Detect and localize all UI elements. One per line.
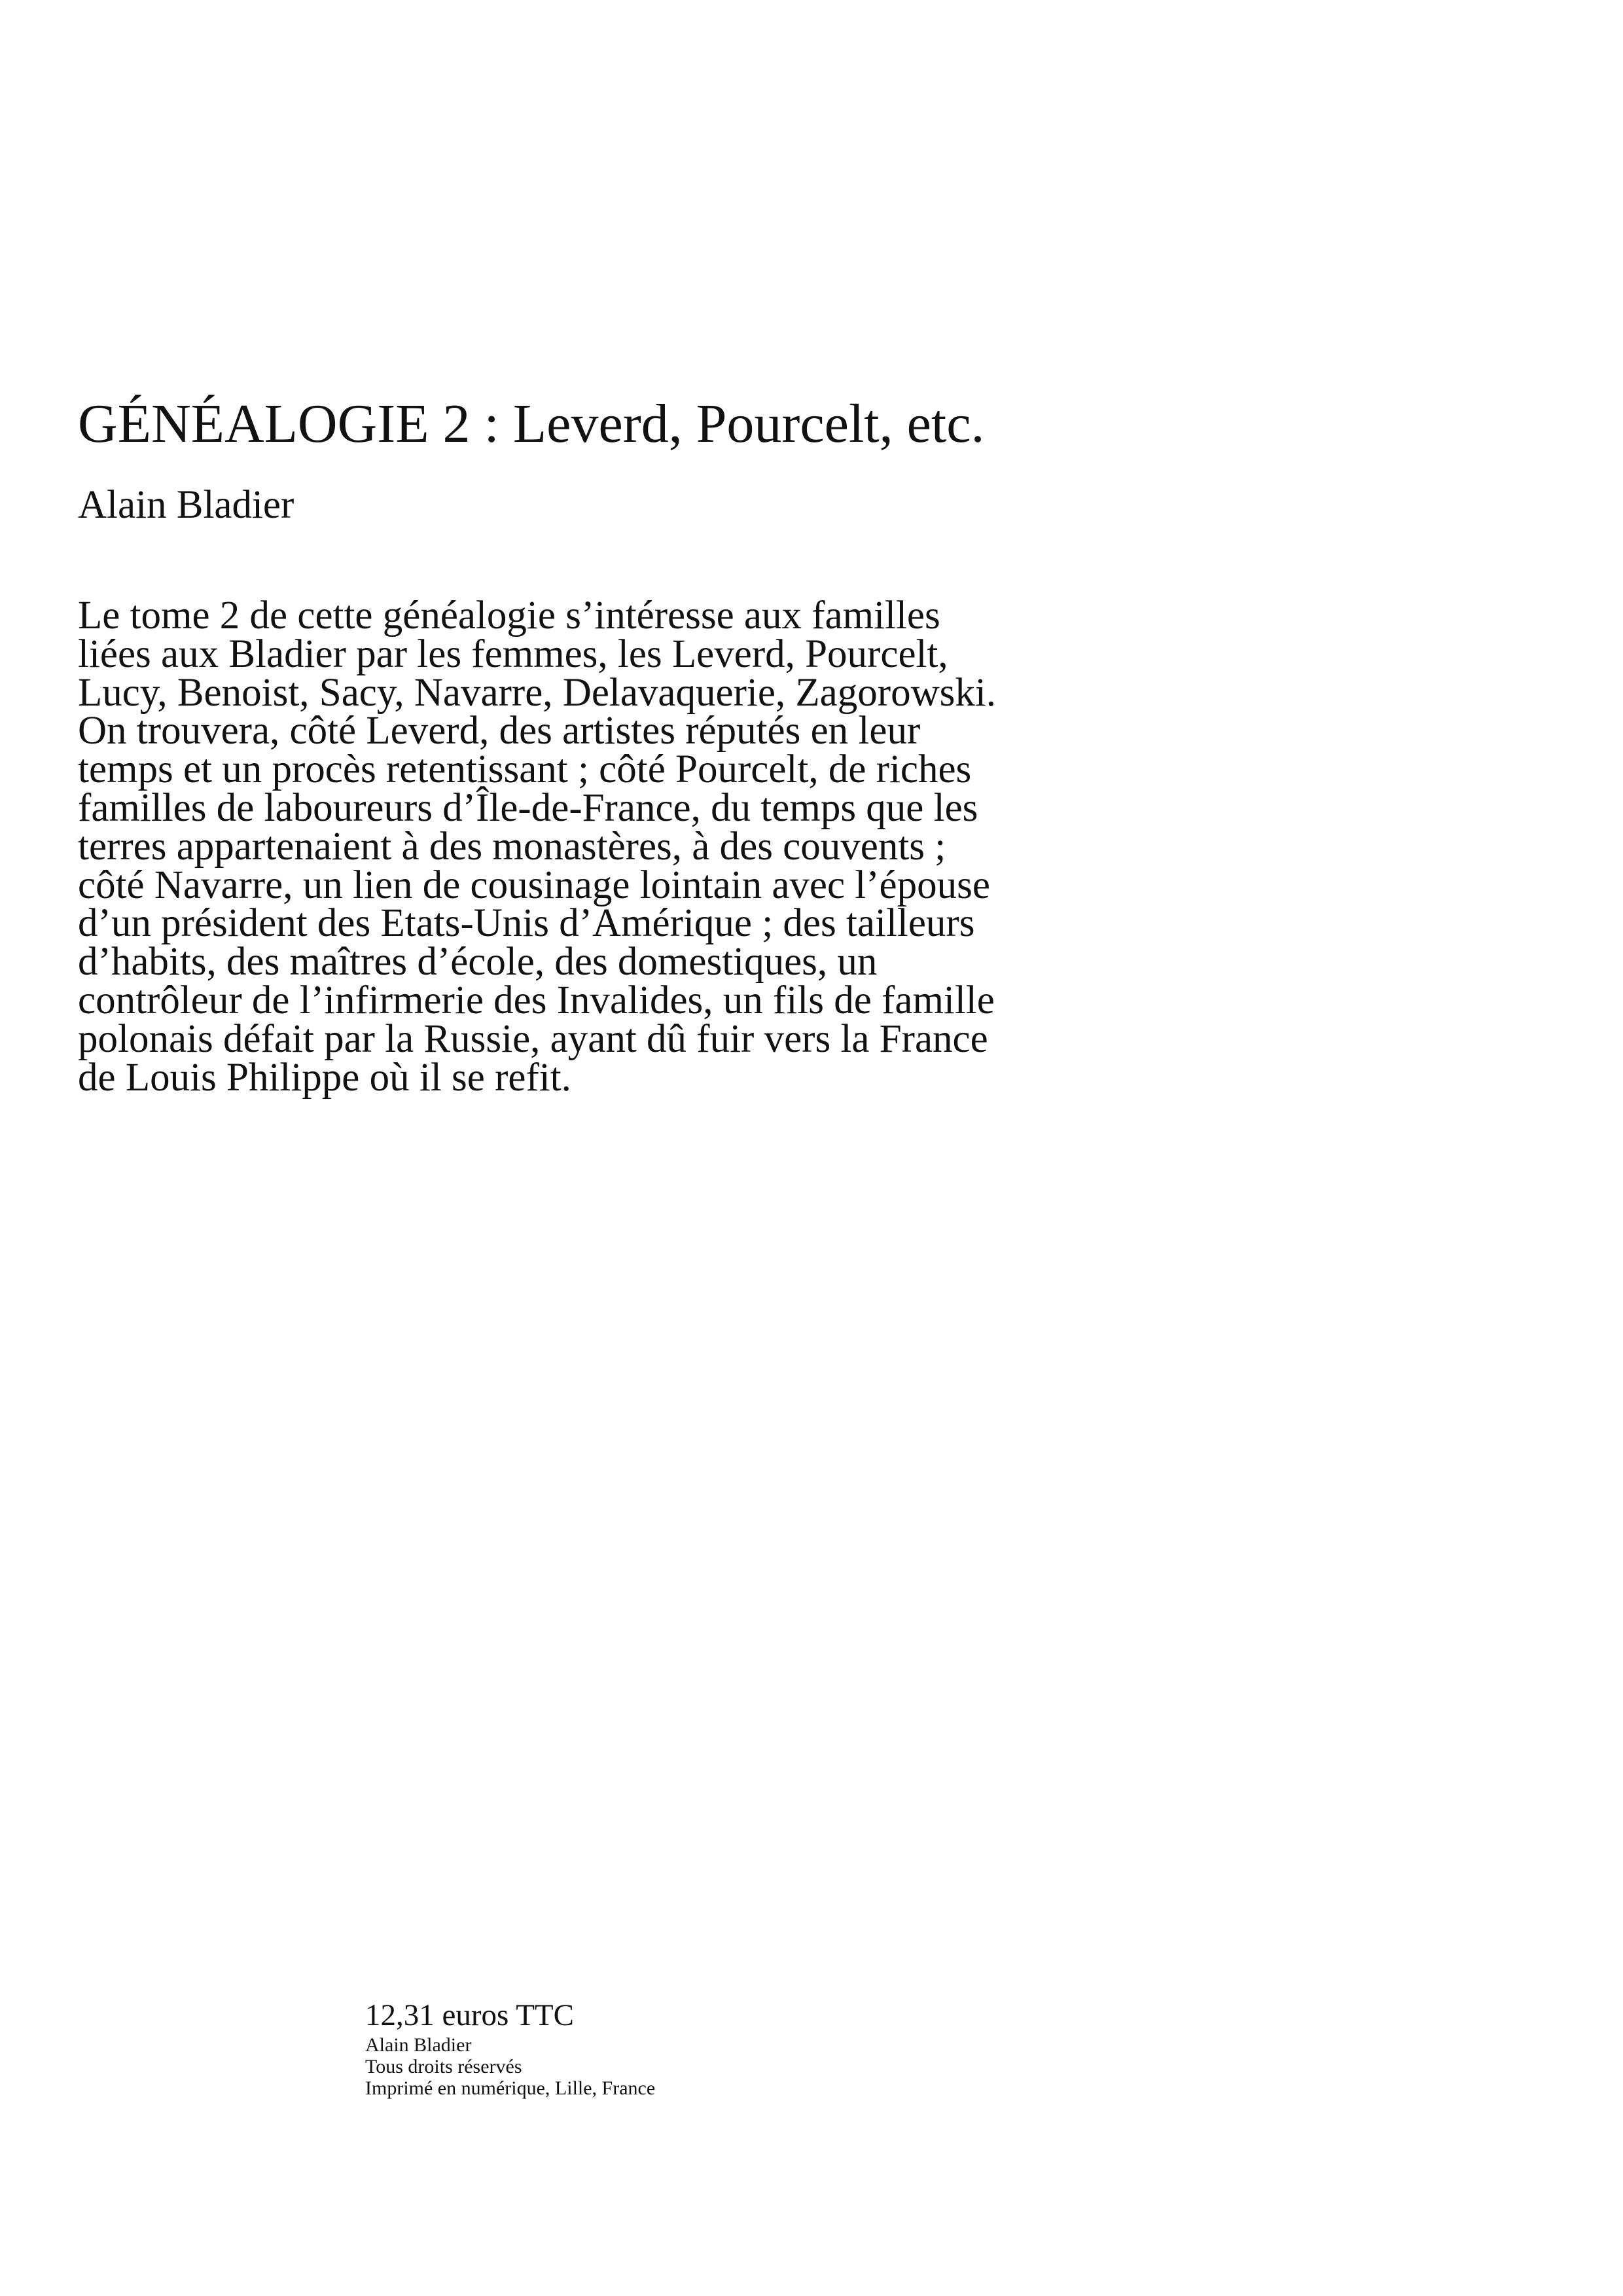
summary-line: de Louis Philippe où il se refit. xyxy=(78,1055,571,1100)
summary-line: contrôleur de l’infirmerie des Invalides, un fils de famille xyxy=(78,978,995,1022)
summary-line: d’habits, des maîtres d’école, des domestiques, un xyxy=(78,940,878,984)
summary-line: terres appartenaient à des monastères, à des couvents ; xyxy=(78,824,946,869)
book-title: GÉNÉALOGIE 2 : Leverd, Pourcelt, etc. xyxy=(78,393,985,454)
summary-line: On trouvera, côté Leverd, des artistes réputés en leur xyxy=(78,709,921,753)
summary-line: temps et un procès retentissant ; côté Pourcelt, de riches xyxy=(78,747,972,792)
rights-notice: Tous droits réservés xyxy=(365,2056,522,2077)
summary-line: d’un président des Etats-Unis d’Amérique ; des tailleurs xyxy=(78,901,975,946)
colophon-author: Alain Bladier xyxy=(365,2034,472,2056)
summary-line: familles de laboureurs d’Île-de-France, du temps que les xyxy=(78,785,978,830)
summary-line: polonais défait par la Russie, ayant dû fuir vers la France xyxy=(78,1016,988,1061)
book-summary xyxy=(78,594,1243,1100)
print-notice: Imprimé en numérique, Lille, France xyxy=(365,2077,656,2099)
book-author: Alain Bladier xyxy=(78,483,294,527)
summary-line: côté Navarre, un lien de cousinage lointain avec l’épouse xyxy=(78,863,990,907)
price-label: 12,31 euros TTC xyxy=(365,1998,574,2032)
colophon xyxy=(365,1996,655,2099)
summary-line: Lucy, Benoist, Sacy, Navarre, Delavaquerie, Zagorowski. xyxy=(78,670,997,715)
summary-line: liées aux Bladier par les femmes, les Leverd, Pourcelt, xyxy=(78,632,948,676)
summary-line: Le tome 2 de cette généalogie s’intéresse aux familles xyxy=(78,594,940,637)
